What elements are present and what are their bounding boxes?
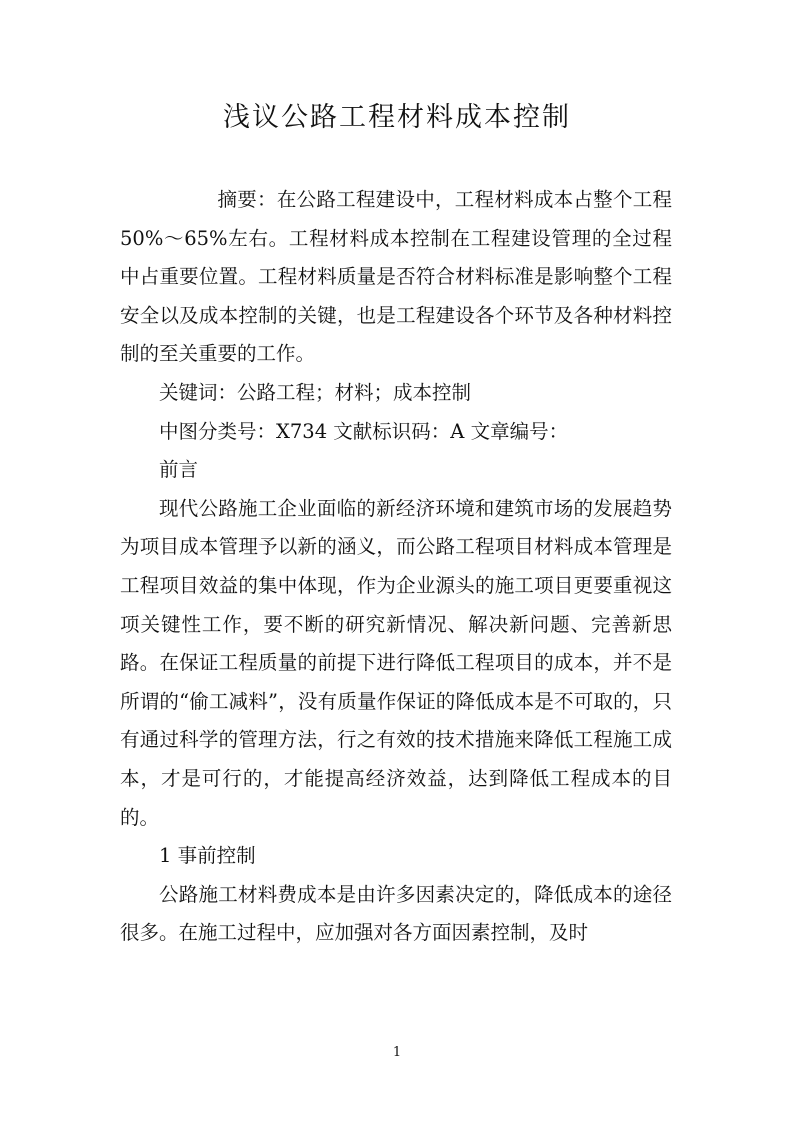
keywords-line: 关键词：公路工程；材料；成本控制 xyxy=(159,380,472,404)
abstract-paragraph: 摘要：在公路工程建设中，工程材料成本占整个工程 50%～65%左右。工程材料成本控制在工程建设管理的全过程中占重要位置。工程材料质量是否符合材料标准是影响整个工程安全以及成本控制的关键，也是工程建设各个环节及各种材料控制的至关重要的工作。 xyxy=(120,188,672,366)
document-body xyxy=(120,181,672,953)
section-1-heading: 1 事前控制 xyxy=(159,844,256,868)
document-title: 浅议公路工程材料成本控制 xyxy=(223,102,571,133)
classification-line: 中图分类号：X734 文献标识码：A 文章编号： xyxy=(159,419,569,443)
page-number: 1 xyxy=(392,1045,402,1060)
section-1-paragraph: 公路施工材料费成本是由许多因素决定的，降低成本的途径很多。在施工过程中，应加强对各方面因素控制，及时 xyxy=(120,882,672,945)
preface-paragraph: 现代公路施工企业面临的新经济环境和建筑市场的发展趋势为项目成本管理予以新的涵义，而公路工程项目材料成本管理是工程项目效益的集中体现，作为企业源头的施工项目更要重视这项关键性工作，要不断的研究新情况、解决新问题、完善新思路。在保证工程质量的前提下进行降低工程项目的成本，并不是所谓的“偷工减料”，没有质量作保证的降低成本是不可取的，只有通过科学的管理方法，行之有效的技术措施来降低工程施工成本，才是可行的，才能提高经济效益，达到降低工程成本的目的。 xyxy=(120,496,672,829)
preface-heading: 前言 xyxy=(159,458,199,482)
